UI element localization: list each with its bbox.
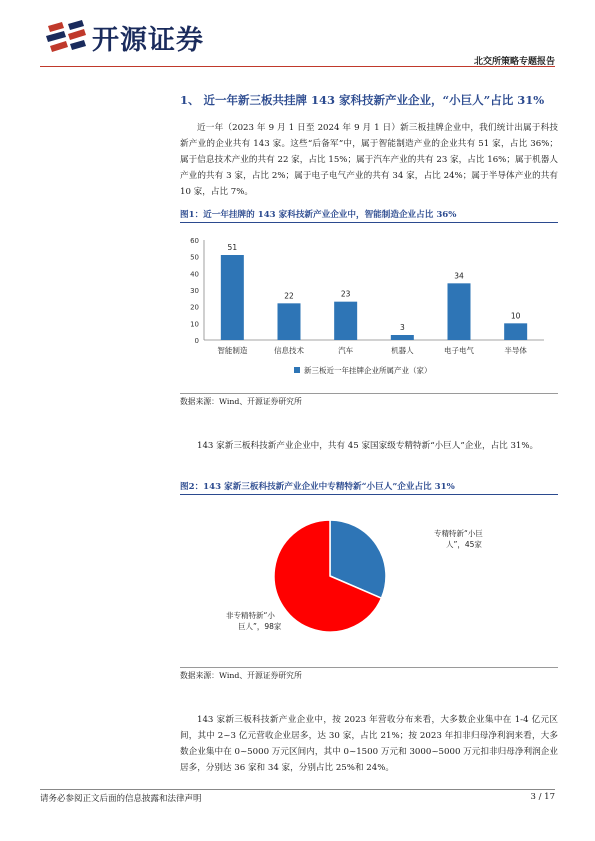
figure1-source: 数据来源：Wind、开源证券研究所 bbox=[180, 393, 558, 407]
x-tick-label: 信息技术 bbox=[274, 346, 304, 355]
bar bbox=[448, 283, 471, 340]
pie-label-line1: 专精特新“小巨 bbox=[434, 529, 483, 538]
brand-name: 开源证券 bbox=[92, 25, 204, 56]
x-tick-label: 半导体 bbox=[504, 346, 527, 355]
report-type: 北交所策略专题报告 bbox=[473, 57, 555, 67]
paragraph-3: 143 家新三板科技新产业企业中，按 2023 年营收分布来看，大多数企业集中在 1-4 亿元区间，其中 2~3 亿元营收企业居多，达 30 家，占比 21%；按 2023 年扣非归母净利润来看，大多数企业集中在 0~5000 万元区间内，其中 0~1500 万元和 3000~5000 万元扣非归母净利润企业居多，分别达 36 家和 34 家，分别占比 25%和 24%。 bbox=[180, 715, 558, 773]
paragraph-1: 近一年（2023 年 9 月 1 日至 2024 年 9 月 1 日）新三板挂牌企业中，我们统计出属于科技新产业的企业共有 143 家。这些“后备军”中，属于智能制造产业的企业共有 51 家，占比 36%；属于信息技术产业的共有 22 家，占比 15%；属于汽车产业的共有 23 家，占比 16%；属于机器人产业的共有 3 家，占比 2%；属于电子电气产业的共有 34 家，占比 24%；属于半导体产业的共有 10 家，占比 7%。 bbox=[180, 123, 558, 197]
figure2-source: 数据来源：Wind、开源证券研究所 bbox=[180, 667, 558, 681]
paragraph-2: 143 家新三板科技新产业企业中，共有 45 家国家级专精特新“小巨人”企业，占比 31%。 bbox=[197, 441, 539, 451]
pie-label-line2: 巨人”，98家 bbox=[238, 622, 282, 631]
logo-icon bbox=[44, 20, 90, 56]
figure2-title: 图2：143 家新三板科技新产业企业中专精特新“小巨人”企业占比 31% bbox=[180, 480, 558, 495]
y-tick-label: 10 bbox=[190, 320, 199, 329]
x-tick-label: 电子电气 bbox=[444, 346, 474, 355]
bar-value-label: 51 bbox=[227, 243, 238, 252]
bar bbox=[278, 303, 301, 340]
bar-value-label: 22 bbox=[284, 291, 294, 301]
y-tick-label: 20 bbox=[190, 303, 199, 312]
y-tick-label: 60 bbox=[190, 237, 199, 245]
bar-value-label: 10 bbox=[510, 311, 521, 321]
bar bbox=[391, 335, 414, 340]
x-tick-label: 汽车 bbox=[338, 346, 354, 355]
legend-swatch bbox=[294, 367, 300, 373]
x-tick-label: 机器人 bbox=[391, 346, 414, 355]
bar-value-label: 23 bbox=[340, 289, 351, 299]
bar-value-label: 3 bbox=[399, 323, 405, 332]
y-tick-label: 50 bbox=[190, 253, 199, 262]
footer-disclaimer: 请务必参阅正文后面的信息披露和法律声明 bbox=[40, 794, 202, 804]
footer-divider bbox=[40, 789, 555, 790]
section-title: 1、 近一年新三板共挂牌 143 家科技新产业企业，“小巨人”占比 31% bbox=[180, 93, 545, 107]
page-number: 3 / 17 bbox=[530, 792, 555, 802]
bar bbox=[334, 302, 357, 340]
x-tick-label: 智能制造 bbox=[217, 346, 248, 355]
header-divider bbox=[40, 66, 555, 67]
legend-label: 新三板近一年挂牌企业所属产业（家） bbox=[304, 366, 432, 375]
y-tick-label: 40 bbox=[190, 270, 199, 279]
bar bbox=[221, 255, 244, 340]
bar-chart bbox=[180, 228, 558, 388]
y-tick-label: 0 bbox=[194, 337, 199, 345]
pie-label-line1: 非专精特新“小 bbox=[226, 611, 275, 620]
figure1-title: 图1：近一年挂牌的 143 家科技新产业企业中，智能制造企业占比 36% bbox=[180, 208, 558, 223]
pie-chart bbox=[180, 500, 558, 665]
bar-value-label: 34 bbox=[454, 271, 464, 281]
pie-label-line2: 人”，45家 bbox=[446, 540, 482, 549]
y-tick-label: 30 bbox=[190, 287, 199, 295]
bar bbox=[504, 323, 527, 340]
